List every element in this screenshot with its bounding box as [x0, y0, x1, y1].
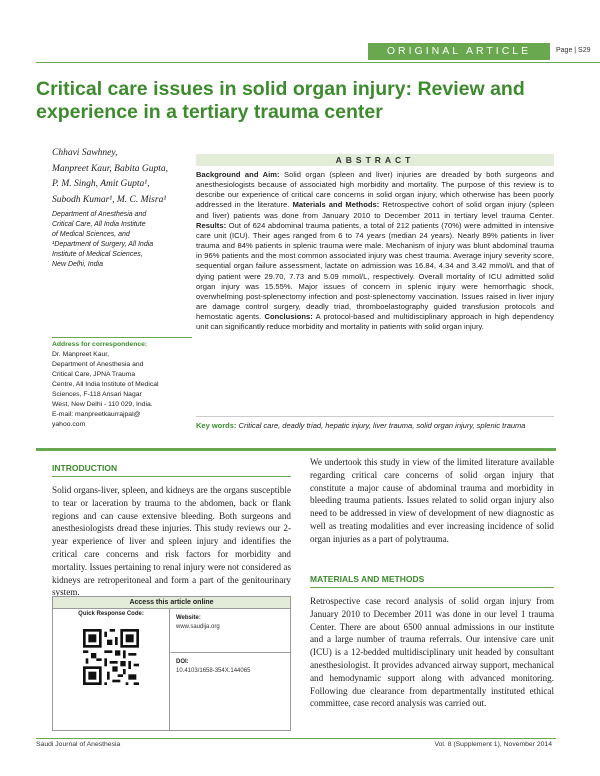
section-divider: [36, 448, 556, 451]
intro-paragraph: Solid organs-liver, spleen, and kidneys are the organs susceptible to tear or laceration by trauma to the abdomen, back or flank regions and can cause extensive bleeding. Both surgeons and anesthesiologists dread these injuries. This study reviews our 2-year experience of liver and spleen injury and identifies the critical care concerns and risk factors for morbidity and mortality. Issues pertaining to renal injury were not considered as kidneys are retroperitoneal and form a part of the genitourinary system.: [52, 485, 291, 598]
affiliation-line: New Delhi, India: [52, 261, 103, 268]
intro-rule: [52, 476, 291, 477]
article-title: Critical care issues in solid organ injury: Review and experience in a tertiary trauma center: [36, 78, 525, 123]
author-line: P. M. Singh, Amit Gupta¹,: [52, 179, 150, 189]
correspondence-line: Sciences, F-118 Ansari Nagar: [52, 391, 142, 398]
abstract-results: Out of 624 abdominal trauma patients, a total of 212 patients (70%) were admitted in intensive care unit (ICU). Their ages ranged from 6 to 74 years (median 24 years). Nearly 89% patients in liver trauma and 84% patients in splenic trauma were male. Mechanism of injury was blunt abdominal trauma in 96% patients and the most common associated injury was chest trauma. Average injury severity score, sequential organ failure assessment, lactate on admission was 16.84, 4.34 and 3.42 mmol/L and that of dying patient were 29.70, 7.73 and 5.09 mmol/L, respectively. Overall mortality of ICU admitted solid organ injury was 15.55%. Major issues of concern in splenic injury were hemorrhagic shock, overwhelming post-splenectomy infection and post-splenectomy vaccination. Issues raised in liver injury are damage control surgery, deadly triad, thromboelastography guided transfusion protocols and hemostatic agents.: [196, 220, 554, 322]
qr-label: Quick Response Code:: [78, 611, 144, 617]
affiliation-line: Institute of Medical Sciences,: [52, 251, 143, 258]
abstract-divider: [196, 416, 554, 417]
keywords-text: Critical care, deadly triad, hepatic injury, liver trauma, solid organ injury, splenic trauma: [238, 421, 526, 430]
website-link[interactable]: www.saudija.org: [176, 624, 220, 630]
correspondence-line: Critical Care, JPNA Trauma: [52, 371, 136, 378]
right-paragraph-1: We undertook this study in view of the limited literature available regarding critical care concerns of solid organ injury that constitute a major cause of abdominal trauma and morbidity in bleeding trauma patients. Issues related to solid organ injury also need to be addressed in view of development of new diagnostic as well as treating modalities and ever increasing incidence of solid organ injuries as a part of polytrauma.: [310, 457, 554, 544]
correspondence-line: Centre, All India Institute of Medical: [52, 381, 159, 388]
website-label: Website:: [176, 615, 201, 621]
right-paragraph-2: Retrospective case record analysis of solid organ injury from January 2010 to December 2011 was done in our level 1 trauma Center. There are about 6500 annual admissions in our institute and a large number of trauma referrals. Our intensive care unit (ICU) is a 12-bedded multidisciplinary unit headed by consultant anesthesiologist. It provides advanced airway support, mechanical and hemodynamic support along with advanced monitoring. Following due clearance from departmentally instituted ethical committee, case record analysis was carried out.: [310, 596, 554, 709]
correspondence-line: Dr. Manpreet Kaur,: [52, 351, 110, 358]
abstract-label: Materials and Methods:: [292, 200, 380, 210]
correspondence: [52, 340, 192, 430]
abstract-methods: Retrospective cohort of solid organ injury (spleen and liver) patients was done from January 2010 to December 2011 in tertiary level trauma Center.: [196, 200, 554, 220]
intro-heading: INTRODUCTION: [52, 463, 118, 473]
affiliation-line: ¹Department of Surgery, All India: [52, 241, 154, 248]
abstract-label: Results:: [196, 220, 227, 230]
correspondence-email[interactable]: yahoo.com: [52, 421, 86, 428]
access-divider: [171, 652, 290, 653]
affiliation-line: of Medical Sciences, and: [52, 231, 130, 238]
author-line: Subodh Kumar¹, M. C. Misra¹: [52, 194, 167, 205]
affiliation: [52, 210, 192, 270]
access-heading: Access this article online: [53, 597, 290, 609]
doi-value[interactable]: 10.4103/1658-354X.144065: [176, 668, 251, 674]
correspondence-heading: Address for correspondence:: [52, 341, 148, 348]
correspondence-rule: [52, 337, 192, 338]
correspondence-line: West, New Delhi - 110 029, India.: [52, 401, 153, 408]
affiliation-line: Department of Anesthesia and: [52, 211, 147, 218]
issue-info: Vol. 8 (Supplement 1), November 2014: [434, 741, 552, 748]
correspondence-email[interactable]: E-mail: manpreetkaurrajpal@: [52, 411, 141, 418]
abstract-conclusions: A protocol-based and multidisciplinary approach in high dependency unit can significantly reduce morbidity and mortality in patients with solid organ injury.: [196, 312, 554, 332]
author-line: Chhavi Sawhney,: [52, 148, 118, 158]
footer-rule: [36, 738, 556, 739]
qr-panel: [53, 609, 170, 730]
methods-rule: [310, 587, 554, 588]
journal-name: Saudi Journal of Anesthesia: [36, 741, 121, 748]
methods-heading: MATERIALS AND METHODS: [310, 574, 425, 584]
keywords: [196, 421, 554, 432]
abstract-heading: ABSTRACT: [196, 154, 554, 166]
qr-code-icon[interactable]: [83, 629, 139, 685]
doi-label: DOI:: [176, 659, 189, 665]
abstract-label: Background and Aim:: [196, 170, 280, 179]
correspondence-line: Department of Anesthesia and: [52, 361, 144, 368]
access-details: [171, 609, 290, 730]
abstract-background: Solid organ (spleen and liver) injuries are dreaded by both surgeons and anesthesiologists because of associated high morbidity and mortality. The purpose of this review is to describe our experience of critical care concerns in solid organ injury, which otherwise has been poorly addressed in the literature.: [196, 170, 554, 210]
affiliation-line: Critical Care, All India Institute: [52, 221, 146, 228]
section-banner: ORIGINAL ARTICLE: [368, 43, 550, 60]
abstract-label: Conclusions:: [264, 312, 313, 322]
abstract-body: [196, 170, 554, 333]
access-box: [52, 596, 291, 731]
header-rule: [36, 62, 600, 63]
author-list: [52, 146, 192, 208]
page-number: Page | S29: [556, 47, 591, 54]
keywords-label: Key words:: [196, 421, 237, 430]
author-line: Manpreet Kaur, Babita Gupta,: [52, 163, 169, 174]
